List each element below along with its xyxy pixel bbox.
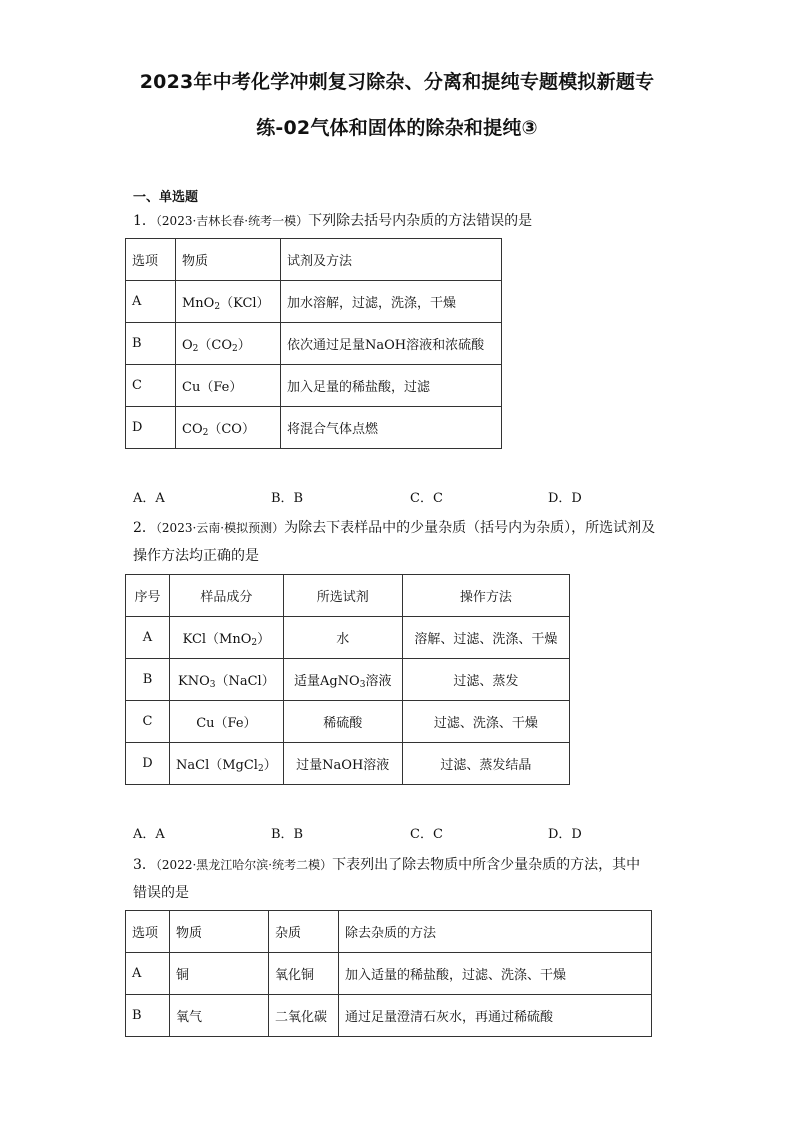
table-cell: 过滤、蒸发结晶 [402,743,569,785]
table-cell: 二氧化碳 [269,995,339,1037]
table-row [126,281,502,323]
question-source: （2023·云南·模拟预测） [155,521,285,535]
table-cell: D [126,407,176,449]
table-cell: 氧化铜 [269,953,339,995]
table-row [126,659,570,701]
question-number: 3． [133,857,156,873]
question-text: 下表列出了除去物质中所含少量杂质的方法，其中 [332,857,641,873]
table-header-cell: 试剂及方法 [281,239,502,281]
table-cell: 过滤、洗涤、干燥 [402,701,569,743]
table-header-cell: 物质 [176,239,281,281]
table-cell: C [126,365,176,407]
table-cell: D [126,743,170,785]
table-cell: MnO$_2$（KCl） [176,281,281,323]
table-cell: B [126,323,176,365]
answer-option[interactable]: A．A [133,827,165,842]
question-text: 错误的是 [133,885,189,901]
table-cell: $O_2(CO_2)$ [176,323,281,365]
table-header-cell: 所选试剂 [283,575,402,617]
table-cell: B [126,659,170,701]
answer-option[interactable]: D．D [548,827,582,842]
table-row [126,323,502,365]
answer-option[interactable]: D．D [548,491,582,506]
question-3-table [125,910,652,1037]
table-cell: A [126,617,170,659]
document-title-line2: 练-02气体和固体的除杂和提纯③ [256,117,538,139]
table-cell: 适量AgNO$_3$溶液 [283,659,402,701]
question-text: 操作方法均正确的是 [133,548,259,564]
table-header-cell: 选项 [126,239,176,281]
table-cell: B [126,995,170,1037]
table-cell: 加入足量的稀盐酸，过滤 [281,365,502,407]
table-cell: A [126,953,170,995]
table-cell: $CO_2(CO)$ [176,407,281,449]
question-number: 1． [133,213,156,229]
question-1-table [125,238,502,449]
table-row [126,701,570,743]
table-cell: 加水溶解，过滤，洗涤，干燥 [281,281,502,323]
table-cell: 溶解、过滤、洗涤、干燥 [402,617,569,659]
table-cell: $KNO_3(NaCl)$ [170,659,284,701]
table-header-cell: 序号 [126,575,170,617]
section-heading: 一、单选题 [133,190,199,205]
answer-option[interactable]: C．C [410,491,443,506]
answer-option[interactable]: B．B [271,827,304,842]
table-row [126,365,502,407]
table-header-cell: 除去杂质的方法 [339,911,652,953]
table-cell: KCl（MnO$_2$） [170,617,284,659]
table-cell: NaCl（MgCl$_2$） [170,743,284,785]
table-header-cell: 杂质 [269,911,339,953]
question-text: 为除去下表样品中的少量杂质（括号内为杂质），所选试剂及 [284,520,656,536]
table-cell: 加入适量的稀盐酸，过滤、洗涤、干燥 [339,953,652,995]
question-text: 下列除去括号内杂质的方法错误的是 [308,213,533,229]
question-2-table [125,574,570,785]
document-title-line1: 2023年中考化学冲刺复习除杂、分离和提纯专题模拟新题专 [139,71,655,93]
question-source: （2023·吉林长春·统考一模） [155,214,309,228]
table-header-row [126,575,570,617]
table-cell: Cu（Fe） [170,701,284,743]
table-cell: C [126,701,170,743]
table-cell: A [126,281,176,323]
question-3-stem [133,851,673,907]
table-cell: 过量NaOH溶液 [283,743,402,785]
answer-option[interactable]: C．C [410,827,443,842]
table-row [126,743,570,785]
table-header-cell: 物质 [170,911,269,953]
table-header-cell: 选项 [126,911,170,953]
table-header-row [126,911,652,953]
table-cell: 铜 [170,953,269,995]
answer-option[interactable]: A．A [133,491,165,506]
table-row [126,407,502,449]
table-cell: 水 [283,617,402,659]
table-cell: 将混合气体点燃 [281,407,502,449]
table-cell: 通过足量澄清石灰水，再通过稀硫酸 [339,995,652,1037]
answer-option[interactable]: B．B [271,491,304,506]
table-row [126,953,652,995]
table-header-cell: 样品成分 [170,575,284,617]
question-1-stem [133,207,673,235]
question-number: 2． [133,520,156,536]
table-cell: 氧气 [170,995,269,1037]
table-row [126,617,570,659]
table-cell: Cu（Fe） [176,365,281,407]
table-cell: 稀硫酸 [283,701,402,743]
question-2-stem [133,514,673,570]
table-header-cell: 操作方法 [402,575,569,617]
table-row [126,995,652,1037]
table-cell: 依次通过足量NaOH溶液和浓硫酸 [281,323,502,365]
question-source: （2022·黑龙江哈尔滨·统考二模） [155,858,333,872]
table-cell: 过滤、蒸发 [402,659,569,701]
table-header-row [126,239,502,281]
